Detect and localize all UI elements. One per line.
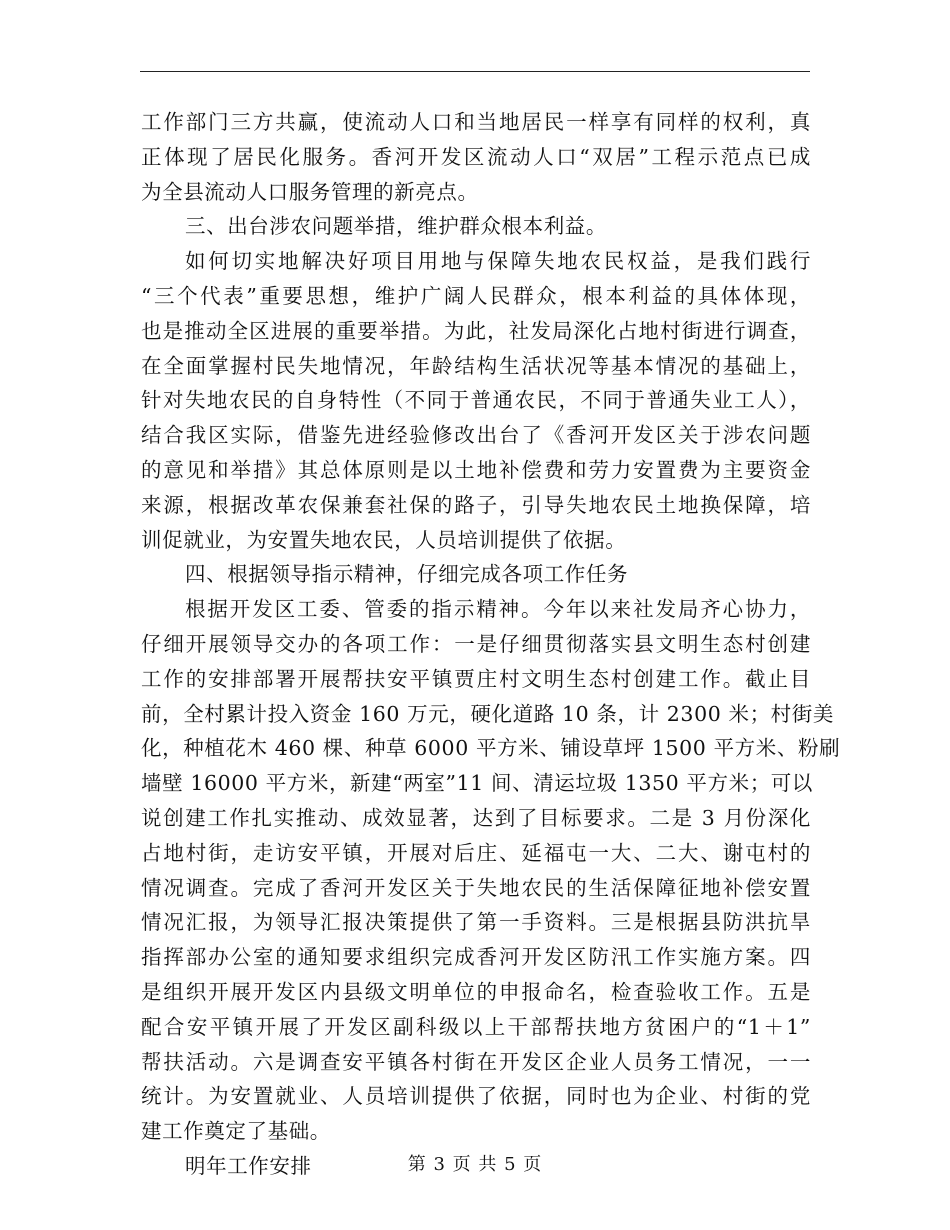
text-line: 建工作奠定了基础。	[141, 1119, 331, 1144]
text-line: 明年工作安排	[185, 1153, 312, 1178]
text-line: “三个代表”重要思想，维护广阔人民群众，根本利益的具体体现，	[141, 283, 811, 308]
document-body	[141, 105, 841, 1184]
text-line: 情况调查。完成了香河开发区关于失地农民的生活保障征地补偿安置	[141, 875, 811, 900]
text-line: 根据开发区工委、管委的指示精神。今年以来社发局齐心协力，	[185, 597, 811, 622]
text-line: 也是推动全区进展的重要举措。为此，社发局深化占地村街进行调查，	[141, 318, 811, 343]
text-line: 为全县流动人口服务管理的新亮点。	[141, 179, 479, 204]
text-line: 的意见和举措》其总体原则是以土地补偿费和劳力安置费为主要资金	[141, 457, 811, 482]
text-line: 指挥部办公室的通知要求组织完成香河开发区防汛工作实施方案。四	[141, 945, 811, 970]
page-number-footer: 第 3 页 共 5 页	[407, 1154, 543, 1175]
text-line: 四、根据领导指示精神，仔细完成各项工作任务	[185, 562, 629, 587]
text-line: 工作部门三方共赢，使流动人口和当地居民一样享有同样的权利，真	[141, 110, 811, 134]
text-line: 帮扶活动。六是调查安平镇各村街在开发区企业人员务工情况，一一	[141, 1049, 811, 1074]
text-line: 来源，根据改革农保兼套社保的路子，引导失地农民土地换保障，培	[141, 492, 811, 517]
text-line: 情况汇报，为领导汇报决策提供了第一手资料。三是根据县防洪抗旱	[141, 910, 811, 935]
header-rule	[140, 71, 810, 72]
text-line: 统计。为安置就业、人员培训提供了依据，同时也为企业、村街的党	[141, 1084, 811, 1109]
text-line: 仔细开展领导交办的各项工作：一是仔细贯彻落实县文明生态村创建	[141, 631, 811, 656]
text-line: 在全面掌握村民失地情况，年龄结构生活状况等基本情况的基础上，	[141, 353, 811, 378]
text-line: 训促就业，为安置失地农民，人员培训提供了依据。	[141, 527, 627, 552]
text-line: 结合我区实际，借鉴先进经验修改出台了《香河开发区关于涉农问题	[141, 423, 811, 448]
text-line: 说创建工作扎实推动、成效显著，达到了目标要求。二是 3 月份深化	[141, 805, 811, 830]
text-line: 工作的安排部署开展帮扶安平镇贾庄村文明生态村创建工作。截止目	[141, 666, 811, 691]
text-line: 针对失地农民的自身特性（不同于普通农民，不同于普通失业工人），	[141, 388, 811, 413]
text-line: 三、出台涉农问题举措，维护群众根本利益。	[185, 214, 607, 239]
text-line: 墙壁 16000 平方米，新建“两室”11 间、清运垃圾 1350 平方米；可以	[141, 771, 814, 796]
text-line: 正体现了居民化服务。香河开发区流动人口“双居”工程示范点已成	[141, 144, 811, 169]
text-line: 占地村街，走访安平镇，开展对后庄、延福屯一大、二大、谢屯村的	[141, 840, 811, 865]
text-line: 是组织开展开发区内县级文明单位的申报命名，检查验收工作。五是	[141, 979, 811, 1004]
text-line: 前，全村累计投入资金 160 万元，硬化道路 10 条，计 2300 米；村街美	[141, 701, 834, 726]
text-line: 如何切实地解决好项目用地与保障失地农民权益，是我们践行	[185, 249, 811, 274]
text-line: 配合安平镇开展了开发区副科级以上干部帮扶地方贫困户的“1＋1”	[141, 1014, 811, 1039]
text-line: 化，种植花木 460 棵、种草 6000 平方米、铺设草坪 1500 平方米、粉刷	[141, 736, 841, 761]
